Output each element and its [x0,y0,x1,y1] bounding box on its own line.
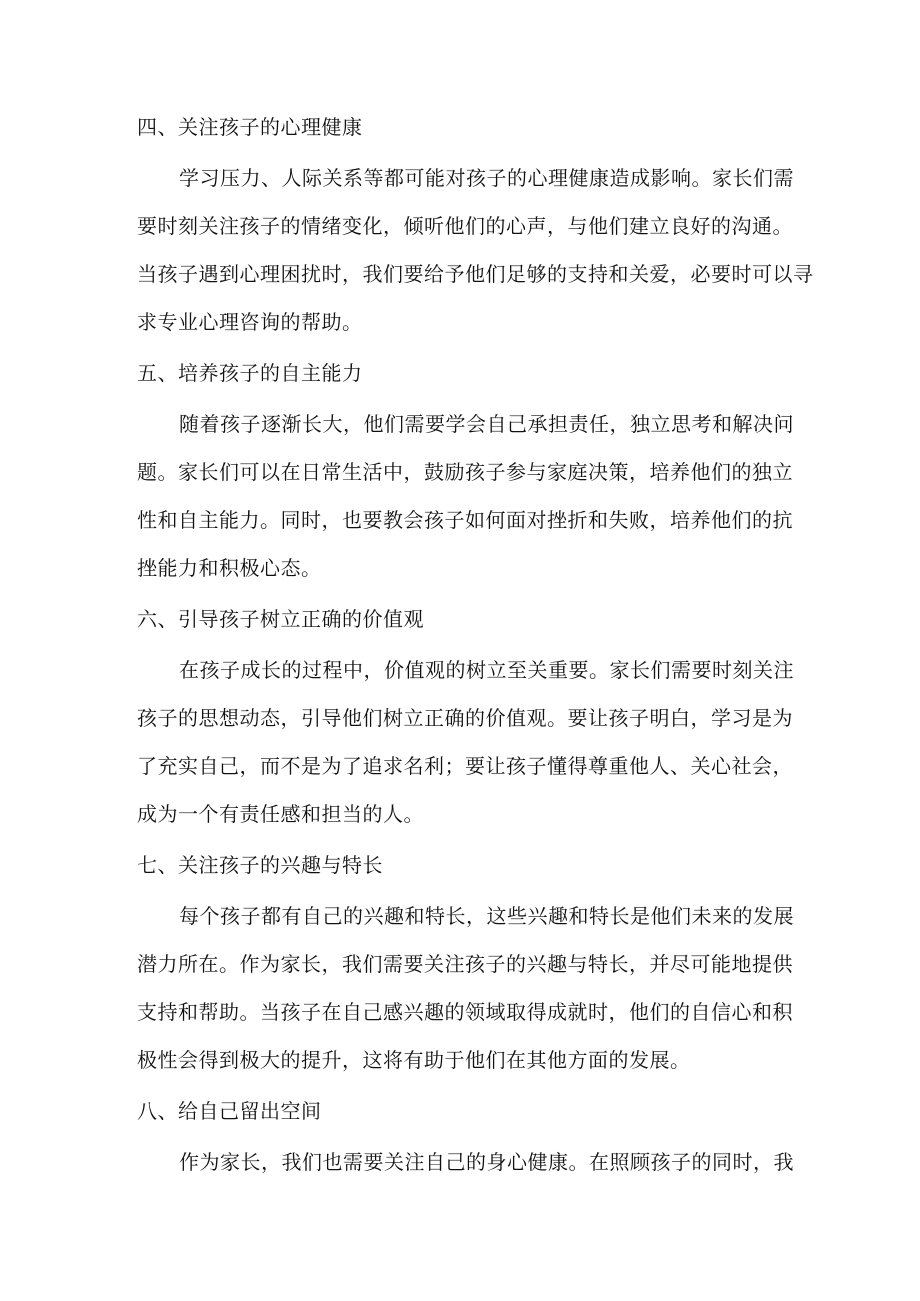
paragraph-line: 潜力所在。作为家长，我们需要关注孩子的兴趣与特长，并尽可能地提供 [137,952,793,976]
section-paragraph-7 [137,892,794,1084]
section-paragraph-5 [137,400,794,592]
paragraph-line: 在孩子成长的过程中，价值观的树立至关重要。家长们需要时刻关注 [179,658,794,682]
section-heading-5: 五、培养孩子的自主能力 [137,361,363,385]
paragraph-line: 求专业心理咨询的帮助。 [137,310,363,334]
paragraph-line: 支持和帮助。当孩子在自己感兴趣的领域取得成就时，他们的自信心和积 [137,1000,793,1024]
paragraph-line: 成为一个有责任感和担当的人。 [137,802,424,826]
section-paragraph-6 [137,646,794,838]
section-paragraph-4 [137,154,814,346]
section-heading-8: 八、给自己留出空间 [137,1099,322,1123]
paragraph-line: 随着孩子逐渐长大，他们需要学会自己承担责任，独立思考和解决问 [179,412,794,436]
paragraph-line: 每个孩子都有自己的兴趣和特长，这些兴趣和特长是他们未来的发展 [179,904,794,928]
paragraph-line: 了充实自己，而不是为了追求名利；要让孩子懂得尊重他人、关心社会， [137,754,793,778]
section-paragraph-8 [137,1138,794,1186]
paragraph-line: 极性会得到极大的提升，这将有助于他们在其他方面的发展。 [137,1048,691,1072]
section-heading-7: 七、关注孩子的兴趣与特长 [137,853,383,877]
paragraph-line: 挫能力和积极心态。 [137,556,322,580]
paragraph-line: 性和自主能力。同时，也要教会孩子如何面对挫折和失败，培养他们的抗 [137,508,793,532]
section-heading-6: 六、引导孩子树立正确的价值观 [137,607,424,631]
paragraph-line: 当孩子遇到心理困扰时，我们要给予他们足够的支持和关爱，必要时可以寻 [137,262,814,286]
paragraph-line: 孩子的思想动态，引导他们树立正确的价值观。要让孩子明白，学习是为 [137,706,793,730]
section-heading-4: 四、关注孩子的心理健康 [137,115,363,139]
document-body [137,106,814,1186]
paragraph-line: 学习压力、人际关系等都可能对孩子的心理健康造成影响。家长们需 [179,166,794,190]
paragraph-line: 作为家长，我们也需要关注自己的身心健康。在照顾孩子的同时，我 [179,1150,794,1174]
paragraph-line: 题。家长们可以在日常生活中，鼓励孩子参与家庭决策，培养他们的独立 [137,460,793,484]
paragraph-line: 要时刻关注孩子的情绪变化，倾听他们的心声，与他们建立良好的沟通。 [137,214,793,238]
